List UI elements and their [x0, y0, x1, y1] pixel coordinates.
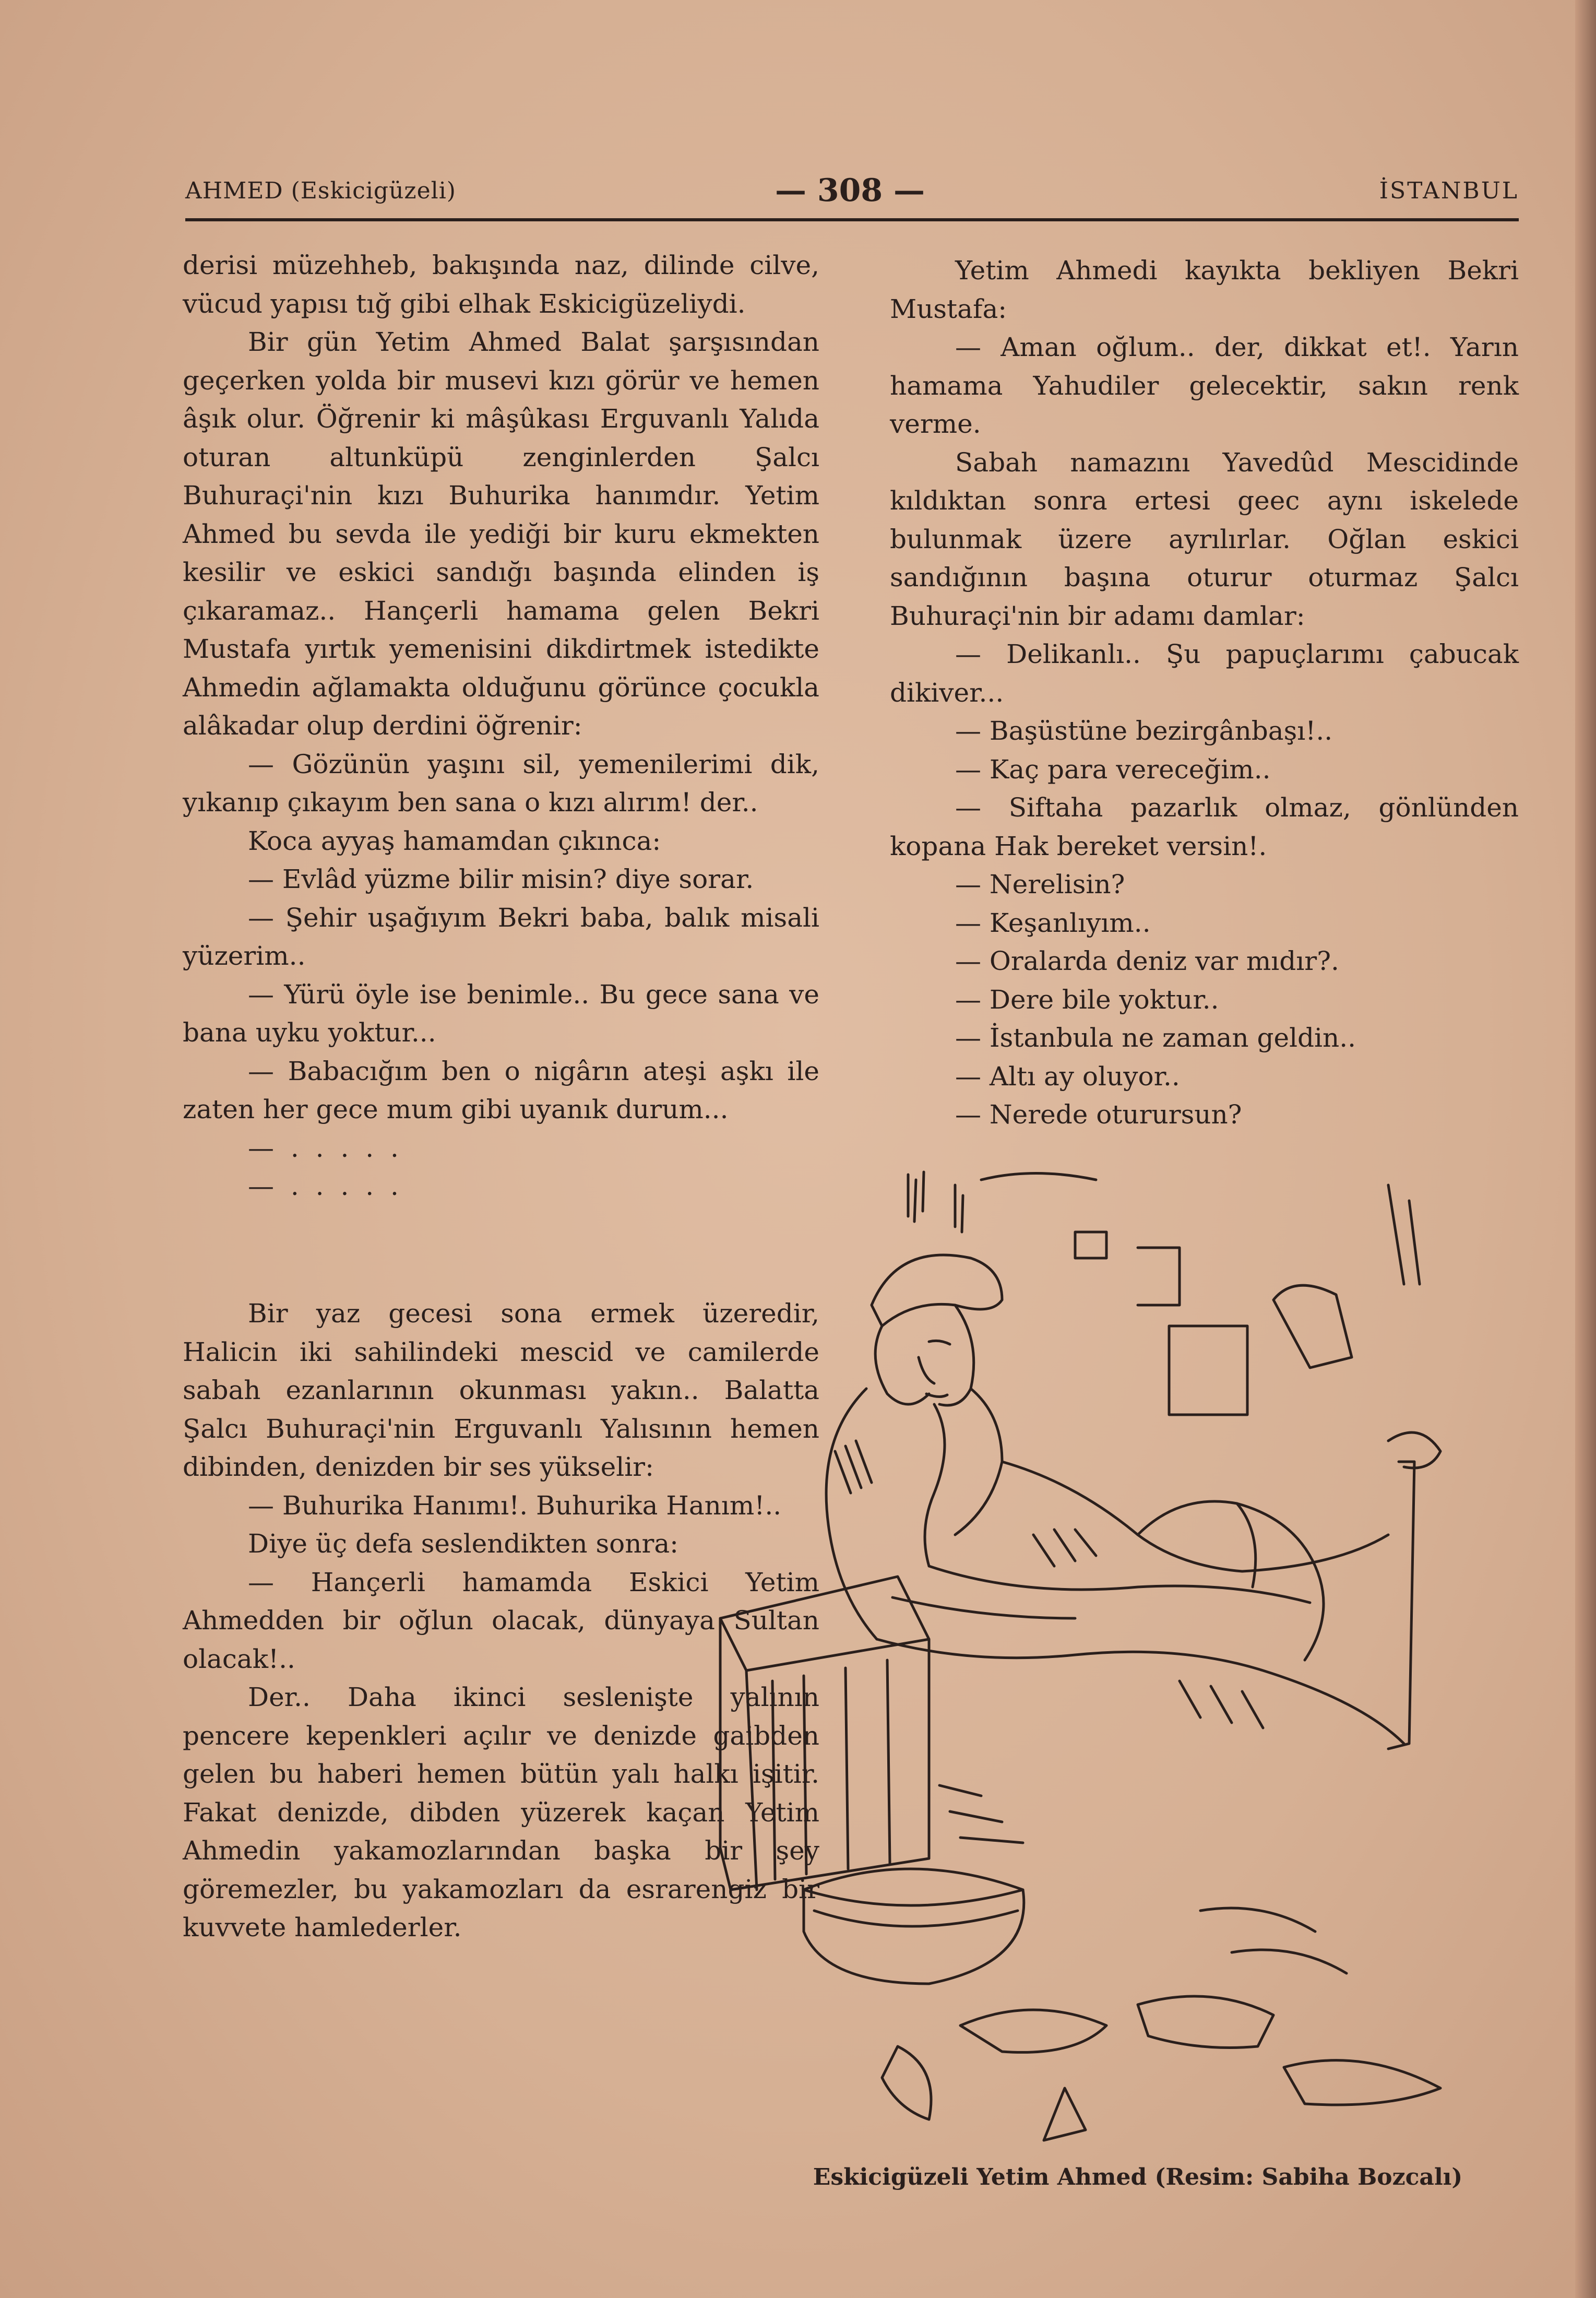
paragraph: — Oralarda deniz var mıdır?.	[955, 946, 1339, 976]
paragraph: Bir yaz gecesi sona ermek üzeredir, Halicin iki sahilindeki mescid ve camilerde sabah ezanlarının okunması yakın.. Balatta Şalcı Buhuraçi'nin Erguvanlı Yalısının hemen dibinden, denizden bir ses yükselir:	[183, 1298, 819, 1482]
paragraph: Diye üç defa seslendikten sonra:	[248, 1529, 678, 1559]
left-column-top	[183, 246, 819, 1206]
paragraph: derisi müzehheb, bakışında naz, dilinde cilve, vücud yapısı tığ gibi elhak Eskicigüzeliydi.	[183, 250, 819, 319]
paragraph: Bir gün Yetim Ahmed Balat şarşısından geçerken yolda bir musevi kızı görür ve hemen âşık olur. Öğrenir ki mâşûkası Erguvanlı Yalıda oturan altunküpü zenginlerden Şalcı Buhuraçi'nin kızı Buhurika hanımdır. Yetim Ahmed bu sevda ile yediği bir kuru ekmekten kesilir ve eskici sandığı başında elinden iş çıkaramaz.. Hançerli hamama gelen Bekri Mustafa yırtık yemenisini dikdirtmek istedikte Ahmedin ağlamakta olduğunu görünce çocukla alâkadar olup derdini öğrenir:	[183, 327, 819, 741]
paragraph: — Buhurika Hanımı!. Buhurika Hanım!..	[248, 1490, 782, 1521]
paragraph: — Nerelisin?	[955, 869, 1125, 899]
cobbler-illustration	[710, 1169, 1524, 2151]
ellipsis-line: — . . . . .	[248, 1171, 403, 1201]
paragraph: Yetim Ahmedi kayıkta bekliyen Bekri Mustafa:	[890, 255, 1519, 324]
paragraph: — Yürü öyle ise benimle.. Bu gece sana ve bana uyku yoktur...	[183, 979, 819, 1048]
paragraph: — Delikanlı.. Şu papuçlarımı çabucak dikiver...	[890, 639, 1519, 708]
paragraph: — İstanbula ne zaman geldin..	[955, 1023, 1356, 1053]
page-header	[185, 172, 1519, 209]
paragraph: — Babacığım ben o nigârın ateşi aşkı ile zaten her gece mum gibi uyanık durum...	[183, 1056, 819, 1124]
paragraph: — Altı ay oluyor..	[955, 1061, 1180, 1092]
paragraph: — Başüstüne bezirgânbaşı!..	[955, 716, 1333, 746]
paragraph: — Keşanlıyım..	[955, 907, 1151, 938]
paragraph: — Hançerli hamamda Eskici Yetim Ahmedden bir oğlun olacak, dünyaya Sultan olacak!..	[183, 1567, 819, 1674]
paragraph: Koca ayyaş hamamdan çıkınca:	[248, 825, 661, 856]
paragraph: Der.. Daha ikinci seslenişte yalının pencere kepenkleri açılır ve denizde gaibden gelen bu haberi hemen bütün yalı halkı işitir. Fakat denizde, dibden yüzerek kaçan Yetim Ahmedin yakamozlarından başka bir şey göremezler, bu yakamozları da esrarengiz bir kuvvete hamlederler.	[183, 1682, 819, 1942]
paragraph: — Nerede oturursun?	[955, 1099, 1242, 1130]
paragraph: — Kaç para vereceğim..	[955, 754, 1271, 785]
right-column	[890, 252, 1519, 1134]
page-number: — 308 —	[775, 172, 925, 209]
illustration-caption: Eskicigüzeli Yetim Ahmed (Resim: Sabiha Bozcalı)	[813, 2164, 1463, 2190]
paragraph: — Evlâd yüzme bilir misin? diye sorar.	[248, 864, 754, 894]
paragraph: — Dere bile yoktur..	[955, 984, 1219, 1015]
paragraph: — Gözünün yaşını sil, yemenilerimi dik, yıkanıp çıkayım ben sana o kızı alırım! der..	[183, 749, 819, 818]
paragraph: — Aman oğlum.. der, dikkat et!. Yarın hamama Yahudiler gelecektir, sakın renk verme.	[890, 332, 1519, 439]
page-edge	[1575, 0, 1596, 2298]
header-rule	[185, 218, 1519, 221]
header-title-left: AHMED (Eskicigüzeli)	[185, 177, 456, 204]
header-title-right: İSTANBUL	[1379, 177, 1519, 204]
paragraph: Sabah namazını Yavedûd Mescidinde kıldıktan sonra ertesi geec aynı iskelede bulunmak üzere ayrılırlar. Oğlan eskici sandığının başına oturur oturmaz Şalcı Buhuraçi'nin bir adamı damlar:	[890, 447, 1519, 631]
paragraph: — Siftaha pazarlık olmaz, gönlünden kopana Hak bereket versin!.	[890, 792, 1519, 861]
ellipsis-line: — . . . . .	[248, 1132, 403, 1163]
paragraph: — Şehir uşağıyım Bekri baba, balık misali yüzerim..	[183, 902, 819, 971]
